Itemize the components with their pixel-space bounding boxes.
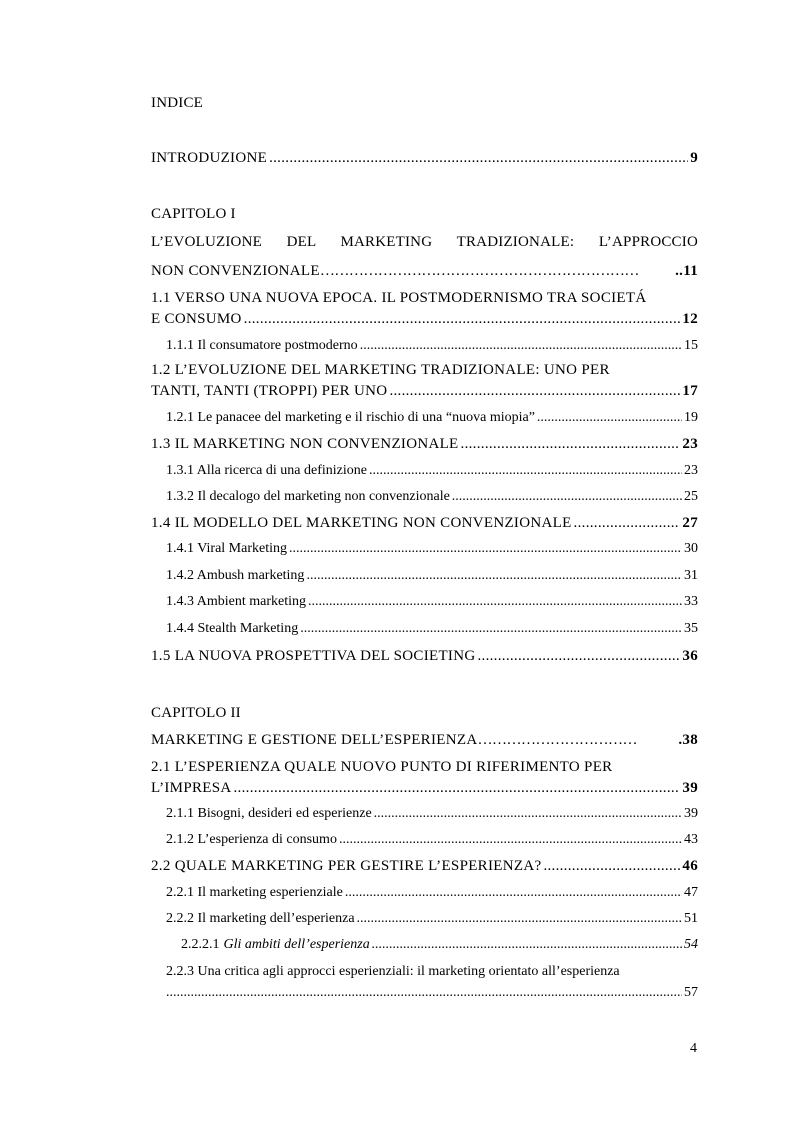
toc-page: 57 xyxy=(684,985,698,1000)
leader-dots xyxy=(374,806,682,822)
toc-entry-2-1-line1[interactable]: 2.1 L’ESPERIENZA QUALE NUOVO PUNTO DI RIFERIMENTO PER xyxy=(151,759,613,775)
leader-dots: …………………………… xyxy=(477,732,637,748)
toc-page: 31 xyxy=(684,568,698,583)
toc-page: ..11 xyxy=(675,263,698,279)
toc-entry-1-2[interactable] xyxy=(151,383,698,400)
toc-entry-1-4-1[interactable] xyxy=(166,541,698,557)
toc-page: 51 xyxy=(684,911,698,926)
toc-entry-1-4[interactable] xyxy=(151,515,698,532)
toc-entry-2-1-1[interactable] xyxy=(166,806,698,822)
toc-page: 54 xyxy=(684,937,698,952)
toc-page: 27 xyxy=(682,515,698,531)
toc-label: 1.4.4 Stealth Marketing xyxy=(166,621,299,636)
toc-entry-2-1[interactable] xyxy=(151,780,698,797)
toc-number: 2.2.2.1 xyxy=(181,937,220,952)
leader-dots xyxy=(345,885,682,901)
toc-entry-2-2[interactable] xyxy=(151,858,698,875)
toc-entry-1-1-line1[interactable]: 1.1 VERSO UNA NUOVA EPOCA. IL POSTMODERNISMO TRA SOCIETÁ xyxy=(151,290,647,306)
toc-label: 2.2 QUALE MARKETING PER GESTIRE L’ESPERIENZA? xyxy=(151,858,542,874)
leader-dots xyxy=(289,541,682,557)
toc-entry-2-2-1[interactable] xyxy=(166,885,698,901)
toc-label: 2.2.1 Il marketing esperienziale xyxy=(166,885,343,900)
toc-label: TANTI, TANTI (TROPPI) PER UNO xyxy=(151,383,388,399)
toc-label: 2.1.2 L’esperienza di consumo xyxy=(166,832,337,847)
leader-dots xyxy=(537,410,682,426)
toc-page: 39 xyxy=(684,806,698,821)
toc-page: 25 xyxy=(684,489,698,504)
toc-entry-1-2-line1[interactable]: 1.2 L’EVOLUZIONE DEL MARKETING TRADIZIONALE: UNO PER xyxy=(151,362,610,378)
toc-page: 15 xyxy=(684,338,698,353)
chapter-1-title-line2[interactable] xyxy=(151,263,698,280)
leader-dots xyxy=(369,463,682,479)
toc-page: 17 xyxy=(682,383,698,399)
toc-label: 1.4.1 Viral Marketing xyxy=(166,541,287,556)
toc-entry-1-4-2[interactable] xyxy=(166,568,698,584)
leader-dots xyxy=(339,832,682,848)
toc-page: 46 xyxy=(682,858,698,874)
toc-entry-1-3-2[interactable] xyxy=(166,489,698,505)
leader-dots xyxy=(357,911,682,927)
leader-dots xyxy=(452,489,682,505)
leader-dots xyxy=(234,780,681,797)
toc-label: Gli ambiti dell’esperienza xyxy=(223,937,370,952)
toc-label: E CONSUMO xyxy=(151,311,242,327)
leader-dots xyxy=(574,515,681,532)
toc-label: 1.4.2 Ambush marketing xyxy=(166,568,305,583)
toc-label: 1.5 LA NUOVA PROSPETTIVA DEL SOCIETING xyxy=(151,648,476,664)
toc-entry-2-2-2-1[interactable] xyxy=(181,937,698,953)
leader-dots xyxy=(389,383,680,400)
toc-label: 1.3 IL MARKETING NON CONVENZIONALE xyxy=(151,436,459,452)
toc-page: 23 xyxy=(684,463,698,478)
toc-entry-1-1[interactable] xyxy=(151,311,698,328)
leader-dots xyxy=(244,311,681,328)
toc-page: .38 xyxy=(678,732,698,748)
toc-entry-1-1-1[interactable] xyxy=(166,338,698,354)
toc-entry-1-5[interactable] xyxy=(151,648,698,665)
toc-page: 30 xyxy=(684,541,698,556)
toc-label: 2.2.2 Il marketing dell’esperienza xyxy=(166,911,355,926)
toc-label: 1.4.3 Ambient marketing xyxy=(166,594,306,609)
toc-label: INTRODUZIONE xyxy=(151,150,268,166)
page-number: 4 xyxy=(690,1041,697,1056)
toc-label: NON CONVENZIONALE xyxy=(151,263,320,279)
leader-dots xyxy=(306,568,682,584)
leader-dots xyxy=(308,594,682,610)
leader-dots xyxy=(269,150,688,167)
leader-dots xyxy=(543,858,680,875)
toc-entry-2-2-2[interactable] xyxy=(166,911,698,927)
toc-entry-1-3[interactable] xyxy=(151,436,698,453)
toc-page: 35 xyxy=(684,621,698,636)
toc-label: 1.1.1 Il consumatore postmoderno xyxy=(166,338,358,353)
toc-entry-1-3-1[interactable] xyxy=(166,463,698,479)
toc-entry-1-2-1[interactable] xyxy=(166,410,698,426)
toc-label: 1.4 IL MODELLO DEL MARKETING NON CONVENZIONALE xyxy=(151,515,572,531)
toc-label: MARKETING E GESTIONE DELL’ESPERIENZA xyxy=(151,732,478,748)
toc-page: 33 xyxy=(684,594,698,609)
leader-dots xyxy=(166,985,682,1001)
toc-page: 9 xyxy=(690,150,698,166)
toc-label: 1.2.1 Le panacee del marketing e il rischio di una “nuova miopia” xyxy=(166,410,535,425)
toc-label: 1.3.1 Alla ricerca di una definizione xyxy=(166,463,367,478)
toc-label: L’IMPRESA xyxy=(151,780,232,796)
toc-entry-2-2-3[interactable] xyxy=(166,985,698,1001)
chapter-2-title[interactable] xyxy=(151,732,698,749)
chapter-1-title-line1[interactable]: L’EVOLUZIONE DEL MARKETING TRADIZIONALE: L’APPROCCIO xyxy=(151,234,698,250)
leader-dots: ………………………………………………………… xyxy=(319,263,639,279)
index-title: INDICE xyxy=(151,95,204,111)
leader-dots xyxy=(372,937,682,953)
toc-page: 12 xyxy=(682,311,698,327)
chapter-2-label: CAPITOLO II xyxy=(151,705,241,721)
toc-entry-1-4-4[interactable] xyxy=(166,621,698,637)
toc-label: 1.3.2 Il decalogo del marketing non convenzionale xyxy=(166,489,450,504)
leader-dots xyxy=(477,648,680,665)
toc-page: 39 xyxy=(682,780,698,796)
toc-entry-introduction[interactable] xyxy=(151,150,698,167)
toc-label: 2.1.1 Bisogni, desideri ed esperienze xyxy=(166,806,372,821)
toc-page: 47 xyxy=(684,885,698,900)
leader-dots xyxy=(360,338,682,354)
leader-dots xyxy=(461,436,681,453)
toc-page: 43 xyxy=(684,832,698,847)
toc-entry-2-1-2[interactable] xyxy=(166,832,698,848)
chapter-1-label: CAPITOLO I xyxy=(151,206,236,222)
toc-entry-1-4-3[interactable] xyxy=(166,594,698,610)
toc-entry-2-2-3-line1[interactable]: 2.2.3 Una critica agli approcci esperienziali: il marketing orientato all’esperienza xyxy=(166,964,620,979)
leader-dots xyxy=(300,621,682,637)
toc-page: 36 xyxy=(682,648,698,664)
toc-page: 19 xyxy=(684,410,698,425)
toc-page: 23 xyxy=(682,436,698,452)
